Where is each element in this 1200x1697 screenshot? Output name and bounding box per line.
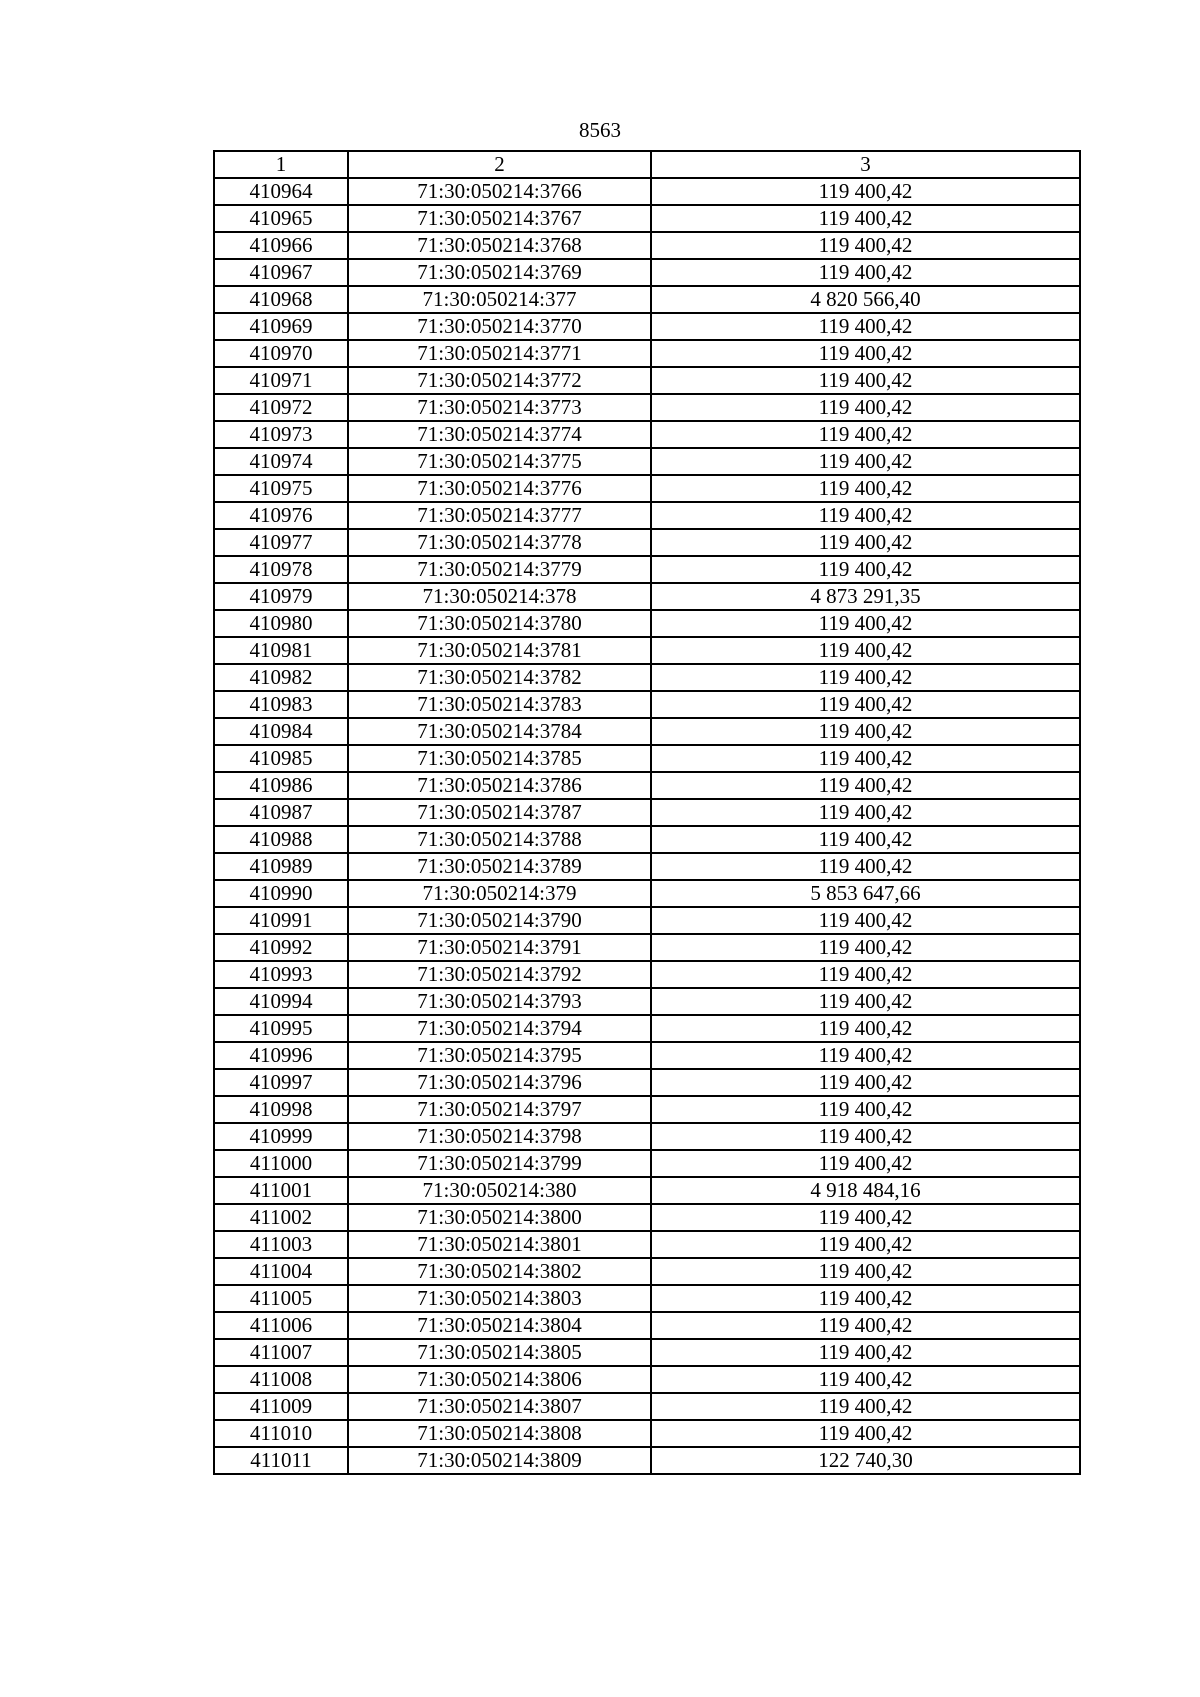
- row-number-cell: 410976: [214, 502, 348, 529]
- value-cell: 119 400,42: [651, 1366, 1080, 1393]
- value-cell: 119 400,42: [651, 772, 1080, 799]
- cadastral-number-cell: 71:30:050214:3806: [348, 1366, 651, 1393]
- value-cell: 119 400,42: [651, 313, 1080, 340]
- table-row: [214, 880, 1080, 907]
- value-cell: 119 400,42: [651, 1096, 1080, 1123]
- value-cell: 119 400,42: [651, 934, 1080, 961]
- table-row: [214, 1393, 1080, 1420]
- row-number-cell: 410989: [214, 853, 348, 880]
- table-row: [214, 1312, 1080, 1339]
- cadastral-number-cell: 71:30:050214:3798: [348, 1123, 651, 1150]
- value-cell: 119 400,42: [651, 340, 1080, 367]
- value-cell: 119 400,42: [651, 502, 1080, 529]
- table-row: [214, 1096, 1080, 1123]
- cadastral-number-cell: 71:30:050214:3774: [348, 421, 651, 448]
- row-number-cell: 410973: [214, 421, 348, 448]
- cadastral-number-cell: 71:30:050214:3801: [348, 1231, 651, 1258]
- table-row: [214, 1339, 1080, 1366]
- row-number-cell: 411007: [214, 1339, 348, 1366]
- value-cell: 122 740,30: [651, 1447, 1080, 1474]
- value-cell: 4 820 566,40: [651, 286, 1080, 313]
- cadastral-number-cell: 71:30:050214:3803: [348, 1285, 651, 1312]
- value-cell: 119 400,42: [651, 1258, 1080, 1285]
- table-row: [214, 1015, 1080, 1042]
- cadastral-number-cell: 71:30:050214:3794: [348, 1015, 651, 1042]
- table-row: [214, 799, 1080, 826]
- table-row: [214, 988, 1080, 1015]
- cadastral-number-cell: 71:30:050214:3767: [348, 205, 651, 232]
- cadastral-number-cell: 71:30:050214:3805: [348, 1339, 651, 1366]
- cadastral-number-cell: 71:30:050214:3772: [348, 367, 651, 394]
- value-cell: 119 400,42: [651, 961, 1080, 988]
- row-number-cell: 410991: [214, 907, 348, 934]
- table-row: [214, 1177, 1080, 1204]
- value-cell: 119 400,42: [651, 205, 1080, 232]
- row-number-cell: 410988: [214, 826, 348, 853]
- row-number-cell: 410974: [214, 448, 348, 475]
- table-row: [214, 205, 1080, 232]
- cadastral-number-cell: 71:30:050214:379: [348, 880, 651, 907]
- table-row: [214, 610, 1080, 637]
- table-row: [214, 367, 1080, 394]
- row-number-cell: 410981: [214, 637, 348, 664]
- value-cell: 119 400,42: [651, 232, 1080, 259]
- row-number-cell: 411006: [214, 1312, 348, 1339]
- row-number-cell: 410983: [214, 691, 348, 718]
- row-number-cell: 410971: [214, 367, 348, 394]
- row-number-cell: 410994: [214, 988, 348, 1015]
- value-cell: 119 400,42: [651, 556, 1080, 583]
- row-number-cell: 410985: [214, 745, 348, 772]
- cadastral-number-cell: 71:30:050214:3773: [348, 394, 651, 421]
- row-number-cell: 410972: [214, 394, 348, 421]
- cadastral-number-cell: 71:30:050214:3791: [348, 934, 651, 961]
- row-number-cell: 410995: [214, 1015, 348, 1042]
- table-row: [214, 1366, 1080, 1393]
- value-cell: 119 400,42: [651, 853, 1080, 880]
- cadastral-number-cell: 71:30:050214:3802: [348, 1258, 651, 1285]
- value-cell: 119 400,42: [651, 1420, 1080, 1447]
- cadastral-number-cell: 71:30:050214:3808: [348, 1420, 651, 1447]
- row-number-cell: 410992: [214, 934, 348, 961]
- table-row: [214, 1069, 1080, 1096]
- value-cell: 119 400,42: [651, 799, 1080, 826]
- cadastral-number-cell: 71:30:050214:3796: [348, 1069, 651, 1096]
- value-cell: 5 853 647,66: [651, 880, 1080, 907]
- row-number-cell: 411008: [214, 1366, 348, 1393]
- table-row: [214, 232, 1080, 259]
- row-number-cell: 410980: [214, 610, 348, 637]
- row-number-cell: 411003: [214, 1231, 348, 1258]
- row-number-cell: 411009: [214, 1393, 348, 1420]
- value-cell: 4 918 484,16: [651, 1177, 1080, 1204]
- value-cell: 119 400,42: [651, 1393, 1080, 1420]
- table-header-row: [214, 151, 1080, 178]
- row-number-cell: 410966: [214, 232, 348, 259]
- row-number-cell: 411011: [214, 1447, 348, 1474]
- cadastral-number-cell: 71:30:050214:3789: [348, 853, 651, 880]
- row-number-cell: 410964: [214, 178, 348, 205]
- row-number-cell: 410996: [214, 1042, 348, 1069]
- cadastral-number-cell: 71:30:050214:3793: [348, 988, 651, 1015]
- cadastral-number-cell: 71:30:050214:3776: [348, 475, 651, 502]
- cadastral-number-cell: 71:30:050214:3778: [348, 529, 651, 556]
- cadastral-number-cell: 71:30:050214:3768: [348, 232, 651, 259]
- table-body: [214, 178, 1080, 1474]
- row-number-cell: 410984: [214, 718, 348, 745]
- row-number-cell: 410979: [214, 583, 348, 610]
- value-cell: 119 400,42: [651, 610, 1080, 637]
- row-number-cell: 410987: [214, 799, 348, 826]
- value-cell: 119 400,42: [651, 394, 1080, 421]
- cadastral-number-cell: 71:30:050214:3804: [348, 1312, 651, 1339]
- value-cell: 119 400,42: [651, 448, 1080, 475]
- table-row: [214, 637, 1080, 664]
- table-row: [214, 1042, 1080, 1069]
- value-cell: 119 400,42: [651, 1123, 1080, 1150]
- row-number-cell: 411001: [214, 1177, 348, 1204]
- row-number-cell: 410965: [214, 205, 348, 232]
- table-row: [214, 718, 1080, 745]
- column-header-3: 3: [651, 151, 1080, 178]
- table-row: [214, 772, 1080, 799]
- value-cell: 119 400,42: [651, 1204, 1080, 1231]
- cadastral-number-cell: 71:30:050214:3788: [348, 826, 651, 853]
- row-number-cell: 410975: [214, 475, 348, 502]
- table-row: [214, 448, 1080, 475]
- value-cell: 119 400,42: [651, 421, 1080, 448]
- row-number-cell: 411010: [214, 1420, 348, 1447]
- row-number-cell: 410977: [214, 529, 348, 556]
- value-cell: 119 400,42: [651, 1339, 1080, 1366]
- row-number-cell: 410997: [214, 1069, 348, 1096]
- table-row: [214, 1420, 1080, 1447]
- cadastral-number-cell: 71:30:050214:3797: [348, 1096, 651, 1123]
- table-row: [214, 1258, 1080, 1285]
- cadastral-number-cell: 71:30:050214:3787: [348, 799, 651, 826]
- cadastral-number-cell: 71:30:050214:3786: [348, 772, 651, 799]
- value-cell: 119 400,42: [651, 475, 1080, 502]
- cadastral-number-cell: 71:30:050214:3785: [348, 745, 651, 772]
- value-cell: 4 873 291,35: [651, 583, 1080, 610]
- cadastral-number-cell: 71:30:050214:378: [348, 583, 651, 610]
- table-row: [214, 1231, 1080, 1258]
- value-cell: 119 400,42: [651, 637, 1080, 664]
- table-row: [214, 961, 1080, 988]
- registry-table: [213, 150, 1081, 1475]
- value-cell: 119 400,42: [651, 367, 1080, 394]
- value-cell: 119 400,42: [651, 178, 1080, 205]
- table-row: [214, 583, 1080, 610]
- table-row: [214, 394, 1080, 421]
- row-number-cell: 410969: [214, 313, 348, 340]
- row-number-cell: 410978: [214, 556, 348, 583]
- value-cell: 119 400,42: [651, 664, 1080, 691]
- value-cell: 119 400,42: [651, 1069, 1080, 1096]
- table-row: [214, 178, 1080, 205]
- page-number: 8563: [579, 118, 621, 142]
- table-row: [214, 529, 1080, 556]
- cadastral-number-cell: 71:30:050214:380: [348, 1177, 651, 1204]
- value-cell: 119 400,42: [651, 1312, 1080, 1339]
- value-cell: 119 400,42: [651, 1285, 1080, 1312]
- row-number-cell: 411004: [214, 1258, 348, 1285]
- row-number-cell: 410968: [214, 286, 348, 313]
- value-cell: 119 400,42: [651, 907, 1080, 934]
- table-row: [214, 1447, 1080, 1474]
- cadastral-number-cell: 71:30:050214:3780: [348, 610, 651, 637]
- cadastral-number-cell: 71:30:050214:3783: [348, 691, 651, 718]
- table-row: [214, 745, 1080, 772]
- table-row: [214, 421, 1080, 448]
- column-header-1: 1: [214, 151, 348, 178]
- cadastral-number-cell: 71:30:050214:3775: [348, 448, 651, 475]
- table-row: [214, 1204, 1080, 1231]
- table-row: [214, 1285, 1080, 1312]
- table-row: [214, 286, 1080, 313]
- row-number-cell: 410970: [214, 340, 348, 367]
- row-number-cell: 410999: [214, 1123, 348, 1150]
- table-row: [214, 556, 1080, 583]
- row-number-cell: 410998: [214, 1096, 348, 1123]
- row-number-cell: 411002: [214, 1204, 348, 1231]
- table-row: [214, 826, 1080, 853]
- value-cell: 119 400,42: [651, 745, 1080, 772]
- value-cell: 119 400,42: [651, 1042, 1080, 1069]
- cadastral-number-cell: 71:30:050214:3790: [348, 907, 651, 934]
- value-cell: 119 400,42: [651, 691, 1080, 718]
- value-cell: 119 400,42: [651, 259, 1080, 286]
- cadastral-number-cell: 71:30:050214:3769: [348, 259, 651, 286]
- column-header-2: 2: [348, 151, 651, 178]
- table-row: [214, 502, 1080, 529]
- table-row: [214, 259, 1080, 286]
- cadastral-number-cell: 71:30:050214:3807: [348, 1393, 651, 1420]
- cadastral-number-cell: 71:30:050214:3777: [348, 502, 651, 529]
- table-row: [214, 313, 1080, 340]
- table-row: [214, 1123, 1080, 1150]
- value-cell: 119 400,42: [651, 988, 1080, 1015]
- cadastral-number-cell: 71:30:050214:3795: [348, 1042, 651, 1069]
- value-cell: 119 400,42: [651, 826, 1080, 853]
- table-row: [214, 475, 1080, 502]
- value-cell: 119 400,42: [651, 1015, 1080, 1042]
- cadastral-number-cell: 71:30:050214:3784: [348, 718, 651, 745]
- cadastral-number-cell: 71:30:050214:3800: [348, 1204, 651, 1231]
- row-number-cell: 410993: [214, 961, 348, 988]
- cadastral-number-cell: 71:30:050214:377: [348, 286, 651, 313]
- table-row: [214, 853, 1080, 880]
- row-number-cell: 411005: [214, 1285, 348, 1312]
- cadastral-number-cell: 71:30:050214:3782: [348, 664, 651, 691]
- table-row: [214, 340, 1080, 367]
- cadastral-number-cell: 71:30:050214:3792: [348, 961, 651, 988]
- value-cell: 119 400,42: [651, 1231, 1080, 1258]
- table-row: [214, 907, 1080, 934]
- value-cell: 119 400,42: [651, 718, 1080, 745]
- cadastral-number-cell: 71:30:050214:3766: [348, 178, 651, 205]
- table-row: [214, 934, 1080, 961]
- cadastral-number-cell: 71:30:050214:3771: [348, 340, 651, 367]
- cadastral-number-cell: 71:30:050214:3809: [348, 1447, 651, 1474]
- row-number-cell: 410982: [214, 664, 348, 691]
- table-row: [214, 1150, 1080, 1177]
- row-number-cell: 410967: [214, 259, 348, 286]
- table-row: [214, 664, 1080, 691]
- cadastral-number-cell: 71:30:050214:3781: [348, 637, 651, 664]
- cadastral-number-cell: 71:30:050214:3770: [348, 313, 651, 340]
- cadastral-number-cell: 71:30:050214:3799: [348, 1150, 651, 1177]
- value-cell: 119 400,42: [651, 1150, 1080, 1177]
- table-row: [214, 691, 1080, 718]
- row-number-cell: 410986: [214, 772, 348, 799]
- value-cell: 119 400,42: [651, 529, 1080, 556]
- row-number-cell: 410990: [214, 880, 348, 907]
- row-number-cell: 411000: [214, 1150, 348, 1177]
- cadastral-number-cell: 71:30:050214:3779: [348, 556, 651, 583]
